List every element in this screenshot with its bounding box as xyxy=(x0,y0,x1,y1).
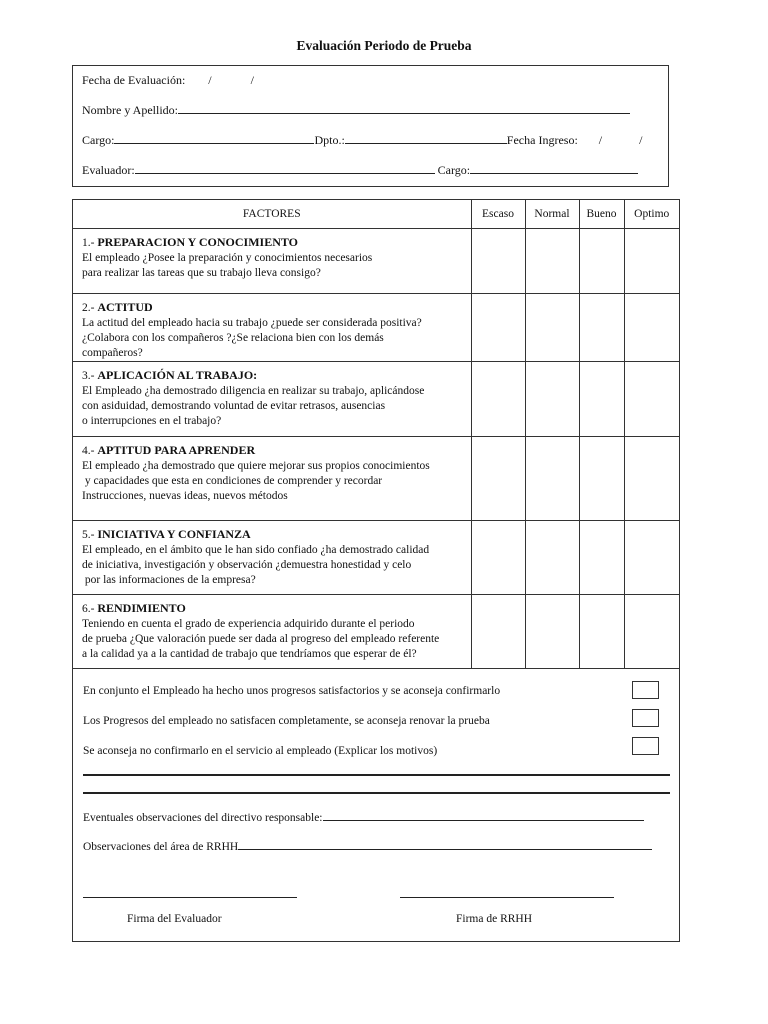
fecha-evaluacion-row xyxy=(82,73,254,88)
rating-escaso-cell[interactable] xyxy=(471,521,525,595)
factor-text: Teniendo en cuenta el grado de experiencia adquirido durante el periodo xyxy=(82,618,415,630)
factor-number: 2.- xyxy=(82,302,95,314)
rating-normal-cell[interactable] xyxy=(525,595,579,669)
firma-evaluador-line[interactable] xyxy=(83,897,297,898)
factor-cell xyxy=(73,229,471,294)
rating-optimo-cell[interactable] xyxy=(624,595,679,669)
cargo-field[interactable] xyxy=(114,132,314,144)
factor-text: con asiduidad, demostrando voluntad de evitar retrasos, ausencias xyxy=(82,400,386,412)
rating-normal-cell[interactable] xyxy=(525,437,579,521)
observaciones-rrhh-field[interactable] xyxy=(238,838,652,850)
factor-number: 6.- xyxy=(82,603,95,615)
observaciones-directivo-field[interactable] xyxy=(323,809,644,821)
table-header-row xyxy=(73,200,679,229)
rating-bueno-cell[interactable] xyxy=(579,362,624,437)
factor-heading: PREPARACION Y CONOCIMIENTO xyxy=(97,235,299,249)
table-row xyxy=(73,437,679,521)
col-bueno: Bueno xyxy=(579,200,624,229)
rating-escaso-cell[interactable] xyxy=(471,437,525,521)
employee-info-box xyxy=(72,65,669,187)
factor-text: El empleado ¿Posee la preparación y conocimientos necesarios xyxy=(82,252,373,264)
evaluador-field[interactable] xyxy=(135,162,435,174)
factor-text: para realizar las tareas que su trabajo lleva consigo? xyxy=(82,267,321,279)
rating-escaso-cell[interactable] xyxy=(471,294,525,362)
fecha-ingreso-label: Fecha Ingreso: xyxy=(506,133,578,147)
rating-normal-cell[interactable] xyxy=(525,362,579,437)
factor-heading: ACTITUD xyxy=(97,300,153,314)
col-normal: Normal xyxy=(525,200,579,229)
factor-cell xyxy=(73,595,471,669)
factor-text: ¿Colabora con los compañeros ?¿Se relaciona bien con los demás xyxy=(82,332,384,344)
observaciones-rrhh-label: Observaciones del área de RRHH xyxy=(83,841,239,853)
rating-normal-cell[interactable] xyxy=(525,294,579,362)
col-optimo: Optimo xyxy=(624,200,679,229)
rating-optimo-cell[interactable] xyxy=(624,362,679,437)
fecha-evaluacion-label: Fecha de Evaluación: xyxy=(82,73,186,87)
firma-rrhh-label: Firma de RRHH xyxy=(456,913,533,925)
rating-escaso-cell[interactable] xyxy=(471,362,525,437)
rating-bueno-cell[interactable] xyxy=(579,595,624,669)
table-row xyxy=(73,362,679,437)
rating-optimo-cell[interactable] xyxy=(624,437,679,521)
divider-line xyxy=(83,774,670,776)
factor-text: de iniciativa, investigación y observación ¿demuestra honestidad y celo xyxy=(82,559,412,571)
option-renew-text: Los Progresos del empleado no satisfacen completamente, se aconseja renovar la prueba xyxy=(83,715,490,727)
date-separator: / xyxy=(208,73,212,87)
cargo-row xyxy=(82,132,642,148)
factor-text: a la calidad ya a la cantidad de trabajo que tendríamos que esperar de él? xyxy=(82,648,417,660)
factor-cell xyxy=(73,437,471,521)
option-reject-text: Se aconseja no confirmarlo en el servicio al empleado (Explicar los motivos) xyxy=(83,745,438,757)
factor-number: 4.- xyxy=(82,445,95,457)
factors-table xyxy=(73,200,679,669)
factor-text: por las informaciones de la empresa? xyxy=(82,574,256,586)
factor-cell xyxy=(73,294,471,362)
date-separator: / xyxy=(598,133,603,147)
rating-bueno-cell[interactable] xyxy=(579,521,624,595)
factor-heading: RENDIMIENTO xyxy=(97,601,186,615)
divider-line xyxy=(83,792,670,794)
firma-evaluador-label: Firma del Evaluador xyxy=(127,913,222,925)
factor-number: 5.- xyxy=(82,529,95,541)
factor-text: compañeros? xyxy=(82,347,143,359)
rating-bueno-cell[interactable] xyxy=(579,294,624,362)
factor-text: El Empleado ¿ha demostrado diligencia en realizar su trabajo, aplicándose xyxy=(82,385,425,397)
factor-text: El empleado ¿ha demostrado que quiere mejorar sus propios conocimientos xyxy=(82,460,430,472)
rating-escaso-cell[interactable] xyxy=(471,229,525,294)
dpto-label: Dpto.: xyxy=(314,133,345,147)
factor-text: El empleado, en el ámbito que le han sido confiado ¿ha demostrado calidad xyxy=(82,544,430,556)
rating-escaso-cell[interactable] xyxy=(471,595,525,669)
option-confirm-checkbox[interactable] xyxy=(632,681,659,699)
cargo-label: Cargo: xyxy=(82,133,115,147)
evaluador-label: Evaluador: xyxy=(82,163,135,177)
col-factores: FACTORES xyxy=(73,200,471,229)
observaciones-rrhh-row xyxy=(83,838,652,853)
factor-heading: INICIATIVA Y CONFIANZA xyxy=(97,527,251,541)
factor-cell xyxy=(73,362,471,437)
table-row xyxy=(73,294,679,362)
rating-bueno-cell[interactable] xyxy=(579,229,624,294)
observaciones-directivo-row xyxy=(83,809,644,824)
table-row xyxy=(73,229,679,294)
factor-number: 3.- xyxy=(82,370,95,382)
nombre-field[interactable] xyxy=(178,102,630,114)
table-row xyxy=(73,521,679,595)
factor-text: y capacidades que esta en condiciones de comprender y recordar xyxy=(82,475,383,487)
factor-heading: APTITUD PARA APRENDER xyxy=(97,443,256,457)
rating-bueno-cell[interactable] xyxy=(579,437,624,521)
date-separator: / xyxy=(250,73,254,87)
cargo2-label: Cargo: xyxy=(437,163,471,177)
option-renew-checkbox[interactable] xyxy=(632,709,659,727)
factor-heading: APLICACIÓN AL TRABAJO: xyxy=(97,368,258,382)
evaluador-row xyxy=(82,162,638,178)
table-row xyxy=(73,595,679,669)
factor-number: 1.- xyxy=(82,237,95,249)
rating-optimo-cell[interactable] xyxy=(624,294,679,362)
nombre-label: Nombre y Apellido: xyxy=(82,103,178,117)
dpto-field[interactable] xyxy=(345,132,507,144)
rating-optimo-cell[interactable] xyxy=(624,521,679,595)
date-separator: / xyxy=(639,133,643,147)
rating-normal-cell[interactable] xyxy=(525,229,579,294)
firma-rrhh-line[interactable] xyxy=(400,897,614,898)
rating-optimo-cell[interactable] xyxy=(624,229,679,294)
cargo2-field[interactable] xyxy=(470,162,638,174)
page-title: Evaluación Periodo de Prueba xyxy=(296,38,472,53)
factor-text: La actitud del empleado hacia su trabajo ¿puede ser considerada positiva? xyxy=(82,317,422,329)
factor-text: de prueba ¿Que valoración puede ser dada al progreso del empleado referente xyxy=(82,633,440,645)
option-reject-checkbox[interactable] xyxy=(632,737,659,755)
nombre-row xyxy=(82,102,630,118)
factor-text: Instrucciones, nuevas ideas, nuevos métodos xyxy=(82,490,288,502)
factor-cell xyxy=(73,521,471,595)
col-escaso: Escaso xyxy=(471,200,525,229)
option-confirm-text: En conjunto el Empleado ha hecho unos progresos satisfactorios y se aconseja confirmarlo xyxy=(83,685,501,697)
observaciones-directivo-label: Eventuales observaciones del directivo responsable: xyxy=(83,812,323,824)
evaluation-box xyxy=(72,199,680,942)
factor-text: o interrupciones en el trabajo? xyxy=(82,415,222,427)
rating-normal-cell[interactable] xyxy=(525,521,579,595)
